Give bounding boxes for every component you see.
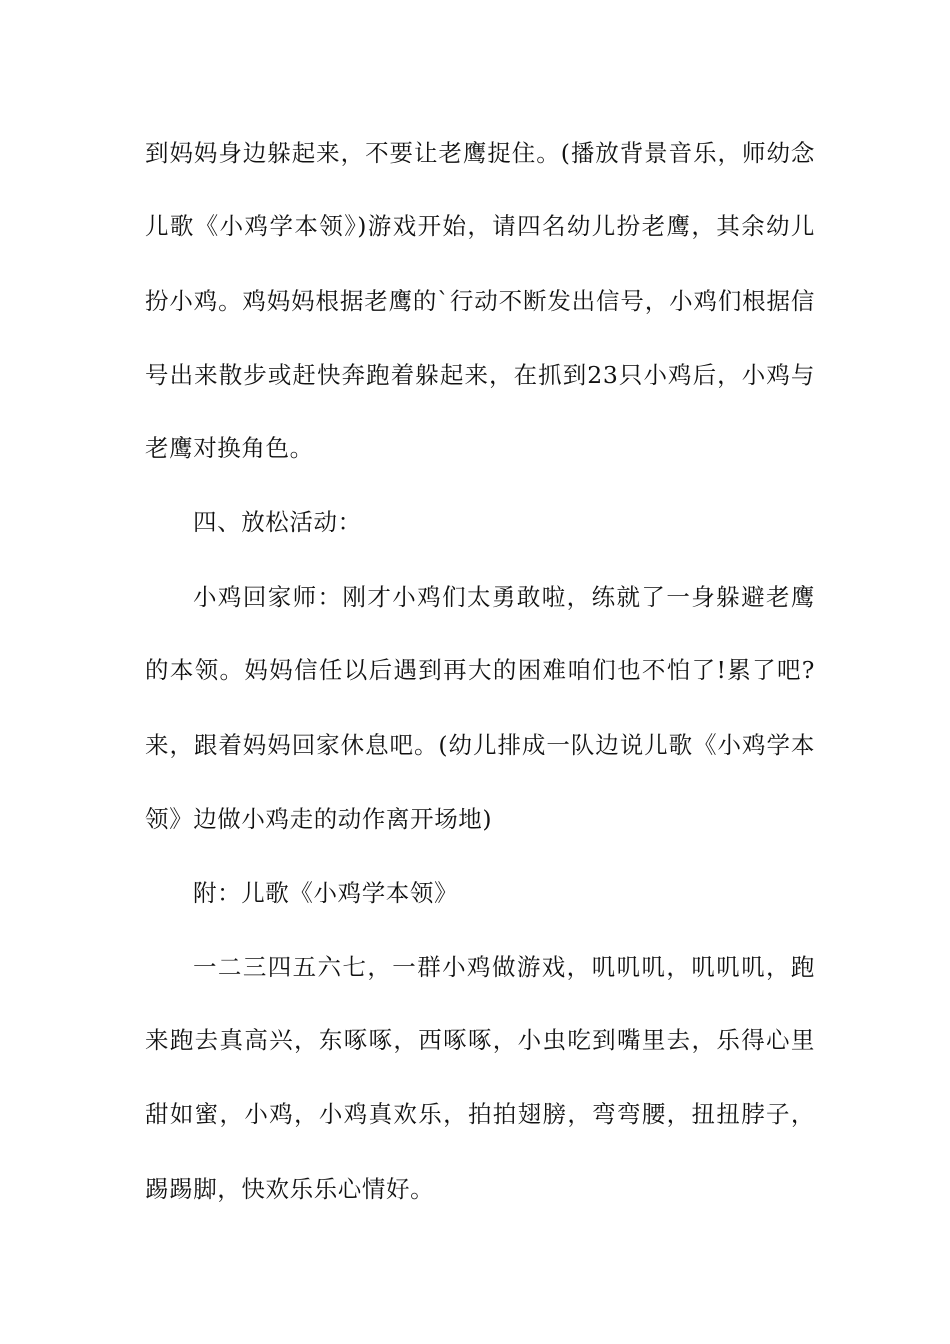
paragraph-line-9: 来，跟着妈妈回家休息吧。(幼儿排成一队边说儿歌《小鸡学本 bbox=[145, 731, 815, 759]
paragraph-line-2: 儿歌《小鸡学本领》)游戏开始，请四名幼儿扮老鹰，其余幼儿 bbox=[145, 212, 815, 240]
paragraph-line-10: 领》边做小鸡走的动作离开场地) bbox=[145, 805, 493, 833]
paragraph-line-7: 小鸡回家师：刚才小鸡们太勇敢啦，练就了一身躲避老鹰 bbox=[193, 583, 815, 611]
song-line-3: 甜如蜜，小鸡，小鸡真欢乐，拍拍翅膀，弯弯腰，扭扭脖子， bbox=[145, 1100, 815, 1128]
paragraph-line-5: 老鹰对换角色。 bbox=[145, 434, 314, 462]
section-heading: 四、放松活动： bbox=[193, 508, 362, 536]
appendix-heading: 附：儿歌《小鸡学本领》 bbox=[193, 879, 459, 907]
song-line-1: 一二三四五六七，一群小鸡做游戏，叽叽叽，叽叽叽，跑 bbox=[193, 953, 815, 981]
paragraph-line-8: 的本领。妈妈信任以后遇到再大的困难咱们也不怕了!累了吧? bbox=[145, 656, 815, 684]
paragraph-line-3: 扮小鸡。鸡妈妈根据老鹰的`行动不断发出信号，小鸡们根据信 bbox=[145, 287, 815, 315]
paragraph-line-1: 到妈妈身边躲起来，不要让老鹰捉住。(播放背景音乐，师幼念 bbox=[145, 139, 815, 167]
song-line-2: 来跑去真高兴，东啄啄，西啄啄，小虫吃到嘴里去，乐得心里 bbox=[145, 1026, 815, 1054]
paragraph-line-4: 号出来散步或赶快奔跑着躲起来，在抓到23只小鸡后，小鸡与 bbox=[145, 361, 815, 389]
song-line-4: 踢踢脚，快欢乐乐心情好。 bbox=[145, 1175, 435, 1203]
